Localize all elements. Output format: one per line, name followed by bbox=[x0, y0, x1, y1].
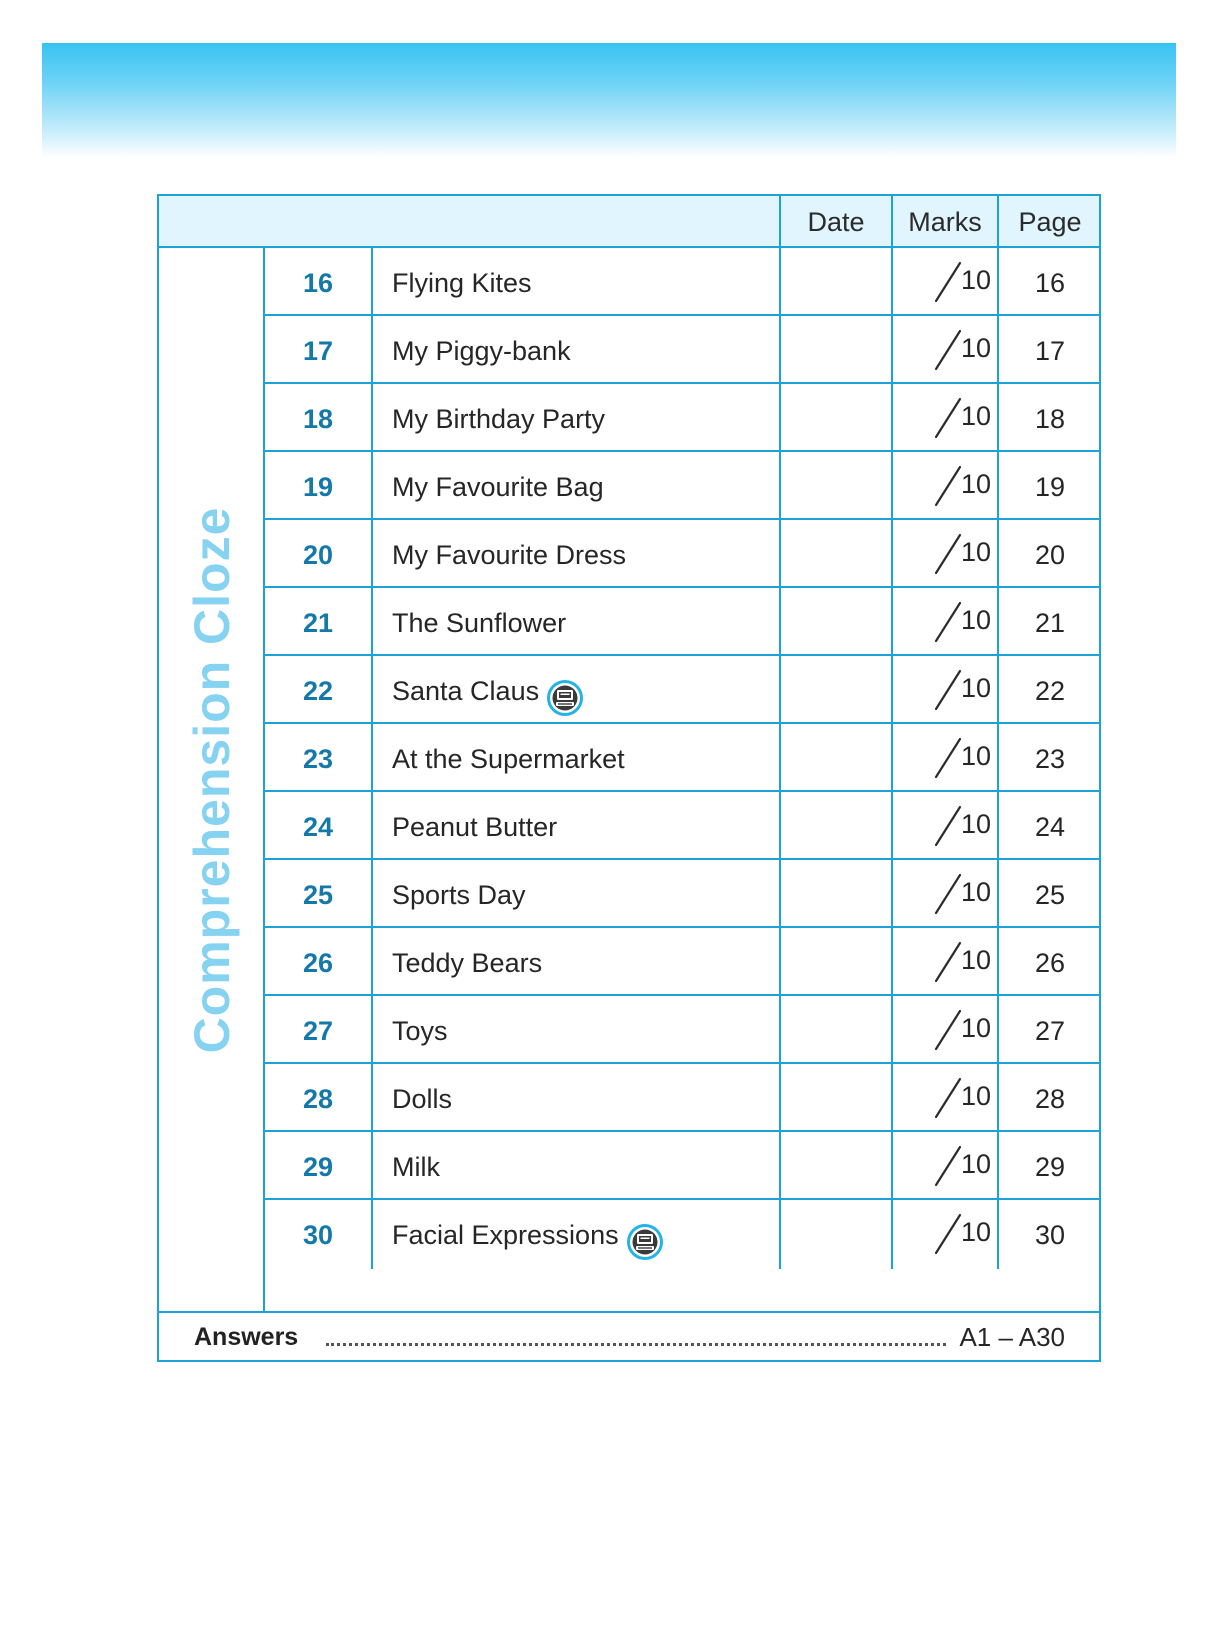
table-row[interactable] bbox=[265, 1064, 1101, 1132]
slash-icon bbox=[933, 873, 963, 915]
exercise-title-cell bbox=[371, 724, 779, 793]
date-input-cell[interactable] bbox=[779, 656, 891, 725]
date-input-cell[interactable] bbox=[779, 588, 891, 657]
date-input-cell[interactable] bbox=[779, 452, 891, 521]
slash-icon bbox=[933, 601, 963, 643]
exercise-title-cell bbox=[371, 316, 779, 385]
marks-cell[interactable] bbox=[891, 316, 997, 385]
exercise-title: Dolls bbox=[392, 1084, 453, 1114]
exercise-number: 22 bbox=[302, 676, 334, 706]
computer-monitor-badge-icon bbox=[627, 1216, 663, 1252]
slash-icon bbox=[933, 329, 963, 371]
page-number: 28 bbox=[997, 1064, 1101, 1133]
exercise-title: Santa Claus bbox=[392, 676, 540, 706]
exercise-number: 17 bbox=[302, 336, 334, 366]
marks-cell[interactable] bbox=[891, 656, 997, 725]
answers-page-range: A1 – A30 bbox=[959, 1322, 1065, 1352]
table-row[interactable] bbox=[265, 588, 1101, 656]
page-number: 16 bbox=[997, 248, 1101, 317]
table-row[interactable] bbox=[265, 724, 1101, 792]
table-row[interactable] bbox=[265, 248, 1101, 316]
marks-total: 10 bbox=[961, 469, 992, 499]
exercise-title-cell bbox=[371, 928, 779, 997]
exercise-title: Flying Kites bbox=[392, 268, 532, 298]
exercise-title-cell bbox=[371, 996, 779, 1065]
slash-icon bbox=[933, 1077, 963, 1119]
marks-cell[interactable] bbox=[891, 1200, 997, 1269]
date-input-cell[interactable] bbox=[779, 1064, 891, 1133]
date-input-cell[interactable] bbox=[779, 520, 891, 589]
page-number: 25 bbox=[997, 860, 1101, 929]
header-marks: Marks bbox=[891, 196, 997, 246]
marks-total: 10 bbox=[961, 333, 992, 363]
slash-icon bbox=[933, 261, 963, 303]
slash-icon bbox=[933, 941, 963, 983]
slash-icon bbox=[933, 397, 963, 439]
page-number: 27 bbox=[997, 996, 1101, 1065]
marks-cell[interactable] bbox=[891, 520, 997, 589]
marks-total: 10 bbox=[961, 537, 992, 567]
table-row[interactable] bbox=[265, 792, 1101, 860]
marks-cell[interactable] bbox=[891, 1132, 997, 1201]
date-input-cell[interactable] bbox=[779, 792, 891, 861]
slash-icon bbox=[933, 533, 963, 575]
page-number: 18 bbox=[997, 384, 1101, 453]
slash-icon bbox=[933, 1213, 963, 1255]
page-number: 30 bbox=[997, 1200, 1101, 1269]
marks-cell[interactable] bbox=[891, 452, 997, 521]
exercise-title: Peanut Butter bbox=[392, 812, 558, 842]
exercise-title: Facial Expressions bbox=[392, 1220, 619, 1250]
marks-total: 10 bbox=[961, 1013, 992, 1043]
page-number: 17 bbox=[997, 316, 1101, 385]
marks-cell[interactable] bbox=[891, 996, 997, 1065]
date-input-cell[interactable] bbox=[779, 860, 891, 929]
exercise-title: Teddy Bears bbox=[392, 948, 543, 978]
exercise-title: My Favourite Bag bbox=[392, 472, 604, 502]
slash-icon bbox=[933, 805, 963, 847]
section-title: Comprehension Cloze bbox=[184, 506, 240, 1054]
exercise-number: 27 bbox=[302, 1016, 334, 1046]
exercise-number: 24 bbox=[302, 812, 334, 842]
date-input-cell[interactable] bbox=[779, 316, 891, 385]
table-row[interactable] bbox=[265, 928, 1101, 996]
date-input-cell[interactable] bbox=[779, 1200, 891, 1269]
exercise-title: The Sunflower bbox=[392, 608, 567, 638]
exercise-title-cell bbox=[371, 248, 779, 317]
exercise-title-cell bbox=[371, 1132, 779, 1201]
marks-total: 10 bbox=[961, 1217, 992, 1247]
section-label-column bbox=[159, 248, 265, 1311]
page-number: 24 bbox=[997, 792, 1101, 861]
exercise-title-cell bbox=[371, 588, 779, 657]
table-row[interactable] bbox=[265, 316, 1101, 384]
table-row[interactable] bbox=[265, 860, 1101, 928]
marks-cell[interactable] bbox=[891, 724, 997, 793]
slash-icon bbox=[933, 465, 963, 507]
marks-total: 10 bbox=[961, 809, 992, 839]
answers-row[interactable] bbox=[159, 1311, 1099, 1360]
table-body bbox=[265, 248, 1101, 1311]
top-banner bbox=[42, 43, 1176, 158]
exercise-number: 16 bbox=[302, 268, 334, 298]
exercise-title-cell bbox=[371, 520, 779, 589]
marks-total: 10 bbox=[961, 1149, 992, 1179]
marks-cell[interactable] bbox=[891, 792, 997, 861]
dotted-leader bbox=[326, 1343, 946, 1346]
table-row[interactable] bbox=[265, 452, 1101, 520]
marks-total: 10 bbox=[961, 1081, 992, 1111]
exercise-number: 30 bbox=[302, 1220, 334, 1250]
exercise-number: 21 bbox=[302, 608, 334, 638]
exercise-title: My Birthday Party bbox=[392, 404, 606, 434]
exercise-title-cell bbox=[371, 792, 779, 861]
exercise-title-cell bbox=[371, 656, 779, 725]
marks-total: 10 bbox=[961, 673, 992, 703]
marks-total: 10 bbox=[961, 605, 992, 635]
marks-cell[interactable] bbox=[891, 860, 997, 929]
marks-cell[interactable] bbox=[891, 928, 997, 997]
table-row[interactable] bbox=[265, 384, 1101, 452]
answers-label: Answers bbox=[194, 1323, 299, 1351]
marks-total: 10 bbox=[961, 945, 992, 975]
date-input-cell[interactable] bbox=[779, 928, 891, 997]
page-number: 23 bbox=[997, 724, 1101, 793]
page-number: 22 bbox=[997, 656, 1101, 725]
exercise-number: 28 bbox=[302, 1084, 334, 1114]
table-row[interactable] bbox=[265, 1132, 1101, 1200]
exercise-title-cell bbox=[371, 452, 779, 521]
exercise-title: Milk bbox=[392, 1152, 440, 1182]
table-header bbox=[159, 196, 1099, 248]
slash-icon bbox=[933, 1009, 963, 1051]
date-input-cell[interactable] bbox=[779, 248, 891, 317]
exercise-number: 23 bbox=[302, 744, 334, 774]
contents-table bbox=[157, 194, 1101, 1362]
page-number: 21 bbox=[997, 588, 1101, 657]
marks-total: 10 bbox=[961, 265, 992, 295]
page-number: 29 bbox=[997, 1132, 1101, 1201]
exercise-number: 19 bbox=[302, 472, 334, 502]
exercise-number: 26 bbox=[302, 948, 334, 978]
slash-icon bbox=[933, 737, 963, 779]
marks-total: 10 bbox=[961, 741, 992, 771]
page-number: 20 bbox=[997, 520, 1101, 589]
marks-cell[interactable] bbox=[891, 248, 997, 317]
exercise-title: Sports Day bbox=[392, 880, 526, 910]
date-input-cell[interactable] bbox=[779, 996, 891, 1065]
exercise-number: 18 bbox=[302, 404, 334, 434]
marks-cell[interactable] bbox=[891, 588, 997, 657]
computer-monitor-badge-icon bbox=[547, 672, 583, 708]
table-row[interactable] bbox=[265, 1200, 1101, 1268]
exercise-title: My Favourite Dress bbox=[392, 540, 627, 570]
exercise-number: 29 bbox=[302, 1152, 334, 1182]
exercise-title-cell bbox=[371, 1200, 779, 1269]
marks-cell[interactable] bbox=[891, 384, 997, 453]
exercise-title: My Piggy-bank bbox=[392, 336, 571, 366]
marks-total: 10 bbox=[961, 877, 992, 907]
exercise-title-cell bbox=[371, 860, 779, 929]
exercise-title-cell bbox=[371, 1064, 779, 1133]
header-date: Date bbox=[779, 196, 891, 246]
table-row[interactable] bbox=[265, 656, 1101, 724]
header-page: Page bbox=[997, 196, 1101, 246]
exercise-number: 20 bbox=[302, 540, 334, 570]
slash-icon bbox=[933, 669, 963, 711]
page-number: 19 bbox=[997, 452, 1101, 521]
exercise-title: At the Supermarket bbox=[392, 744, 625, 774]
marks-cell[interactable] bbox=[891, 1064, 997, 1133]
date-input-cell[interactable] bbox=[779, 1132, 891, 1201]
exercise-title: Toys bbox=[392, 1016, 448, 1046]
table-row[interactable] bbox=[265, 996, 1101, 1064]
exercise-title-cell bbox=[371, 384, 779, 453]
marks-total: 10 bbox=[961, 401, 992, 431]
table-row[interactable] bbox=[265, 520, 1101, 588]
slash-icon bbox=[933, 1145, 963, 1187]
date-input-cell[interactable] bbox=[779, 724, 891, 793]
date-input-cell[interactable] bbox=[779, 384, 891, 453]
exercise-number: 25 bbox=[302, 880, 334, 910]
page-number: 26 bbox=[997, 928, 1101, 997]
